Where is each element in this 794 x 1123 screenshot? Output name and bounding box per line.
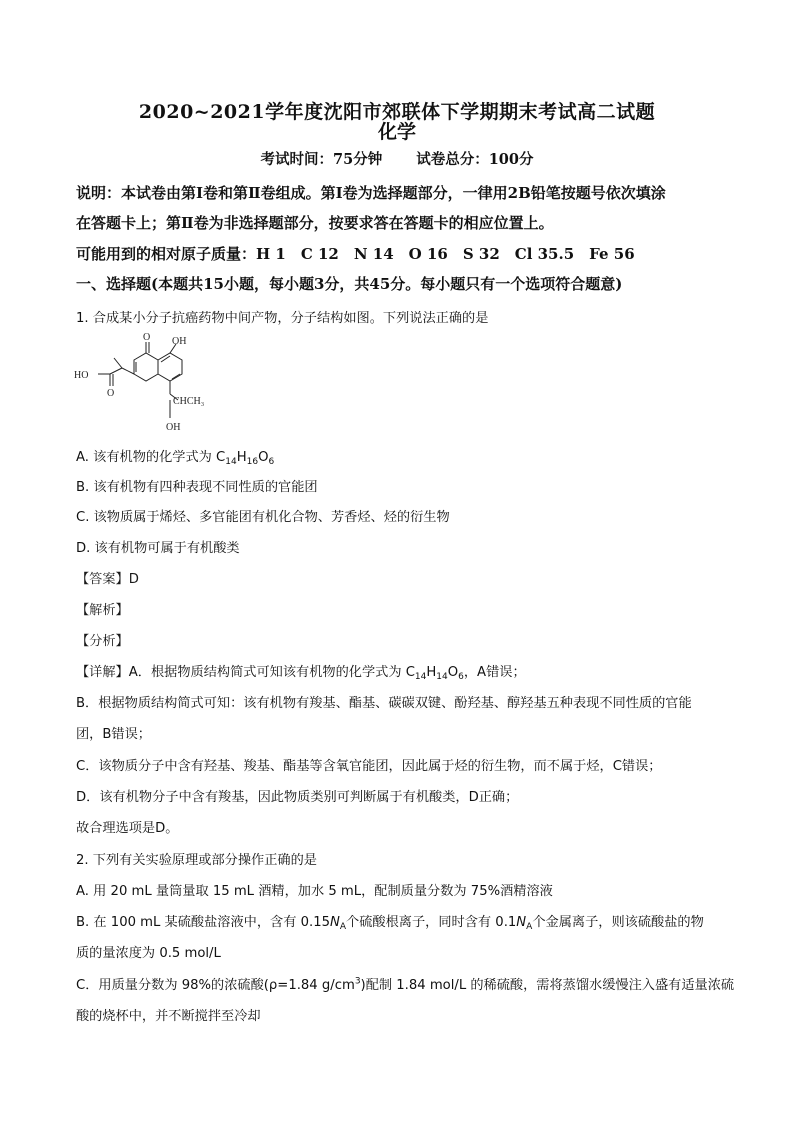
atomic-masses: 可能用到的相对原子质量：H 1 C 12 N 14 O 16 S 32 Cl 35.5 Fe 56 [76,245,635,263]
exam-title: 2020~2021学年度沈阳市郊联体下学期期末考试高二试题 [138,101,656,123]
instructions-line-2: 在答题卡上；第Ⅱ卷为非选择题部分，按要求答在答题卡的相应位置上。 [76,214,554,232]
q1-detail-d: D．该有机物分子中含有羧基，因此物质类别可判断属于有机酸类，D正确； [76,790,519,805]
q2-option-b-na-2: N [516,915,527,930]
q1-detail-sub-h: 14 [436,672,448,682]
q1-detail-o: O [447,665,459,680]
q1-detail-sub-c: 14 [414,672,427,682]
instructions-line-1: 说明：本试卷由第Ⅰ卷和第Ⅱ卷组成。第Ⅰ卷为选择题部分，一律用2B铅笔按题号依次填涂 [76,184,666,202]
q1-detail-sub-o: 6 [458,672,464,682]
q2-option-b-na-1: N [330,915,340,930]
q1-option-c: C. 该物质属于烯烃、多官能团有机化合物、芳香烃、烃的衍生物 [76,510,450,525]
exam-timing [0,148,794,169]
q1-option-a-sub-c: 14 [225,457,237,467]
q1-detail-a [76,661,726,680]
q2-option-b-line-1 [76,911,726,930]
q1-option-a [76,446,726,465]
q2-option-b-line-2: 质的量浓度为 0.5 mol/L [76,946,221,961]
mol-side-chain: CHCH₃ [173,396,205,407]
exam-time: 考试时间：75分钟 [260,151,383,168]
q1-analysis-sub: 【分析】 [76,634,129,649]
mol-ho-left: HO [74,370,89,381]
subject-title: 化学 [377,121,416,143]
mol-oh-top: OH [172,336,187,347]
q1-option-b: B. 该有机物有四种表现不同性质的官能团 [76,480,318,495]
q1-detail-a-text: 【详解】A．根据物质结构简式可知该有机物的化学式为 C [76,665,415,680]
q1-detail-b-line-1: B．根据物质结构简式可知：该有机物有羧基、酯基、碳碳双键、酚羟基、醇羟基五种表现不同性质的官能 [76,696,692,711]
q1-detail-a-suffix: ，A错误； [463,665,526,680]
q1-option-d: D. 该有机物可属于有机酸类 [76,541,240,556]
q2-option-b-text-1: B. 在 100 mL 某硫酸盐溶液中，含有 0.15 [76,915,330,930]
q1-analysis-label: 【解析】 [76,603,129,618]
q1-detail-b-line-2: 团，B错误； [76,727,151,742]
q1-stem: 1. 合成某小分子抗癌药物中间产物，分子结构如图。下列说法正确的是 [76,311,489,326]
q1-detail-c: C．该物质分子中含有羟基、羧基、酯基等含氧官能团，因此属于烃的衍生物，而不属于烃，C错误； [76,759,662,774]
q2-option-c-text-1: C．用质量分数为 98%的浓硫酸(ρ=1.84 g/cm [76,978,355,993]
q1-option-a-o: O [258,450,269,465]
q1-option-a-h: H [236,450,247,465]
q2-option-b-text-3: 个金属离子，则该硫酸盐的物 [532,915,704,930]
q2-option-c-line-1 [76,974,735,993]
q1-conclusion: 故合理选项是D。 [76,821,179,836]
q2-option-c-line-2: 酸的烧杯中，并不断搅拌至冷却 [76,1009,261,1024]
q1-option-a-sub-o: 6 [268,457,275,467]
section-heading: 一、选择题(本题共15小题，每小题3分，共45分。每小题只有一个选项符合题意) [76,275,623,293]
q2-option-c-text-2: )配制 1.84 mol/L 的稀硫酸，需将蒸馏水缓慢注入盛有适量浓硫 [360,978,735,993]
mol-carbonyl-o: O [143,332,151,343]
q1-detail-h: H [426,665,437,680]
q2-option-b-sub-a-2: A [526,922,533,932]
q1-answer: 【答案】D [76,572,139,587]
total-score: 试卷总分：100分 [416,151,534,168]
mol-acid-o: O [107,388,115,399]
q2-option-c-sup: 3 [354,976,361,987]
q2-option-b-text-2: 个硫酸根离子，同时含有 0.1 [346,915,517,930]
q2-option-a: A. 用 20 mL 量筒量取 15 mL 酒精，加水 5 mL，配制质量分数为 75%酒精溶液 [76,884,553,899]
q2-option-b-sub-a-1: A [339,922,347,932]
q2-stem: 2. 下列有关实验原理或部分操作正确的是 [76,853,317,868]
molecule-structure-diagram [72,330,232,436]
q1-option-a-text: A. 该有机物的化学式为 C [76,450,226,465]
q1-option-a-sub-h: 16 [246,457,259,467]
mol-oh-bottom: OH [166,422,181,433]
